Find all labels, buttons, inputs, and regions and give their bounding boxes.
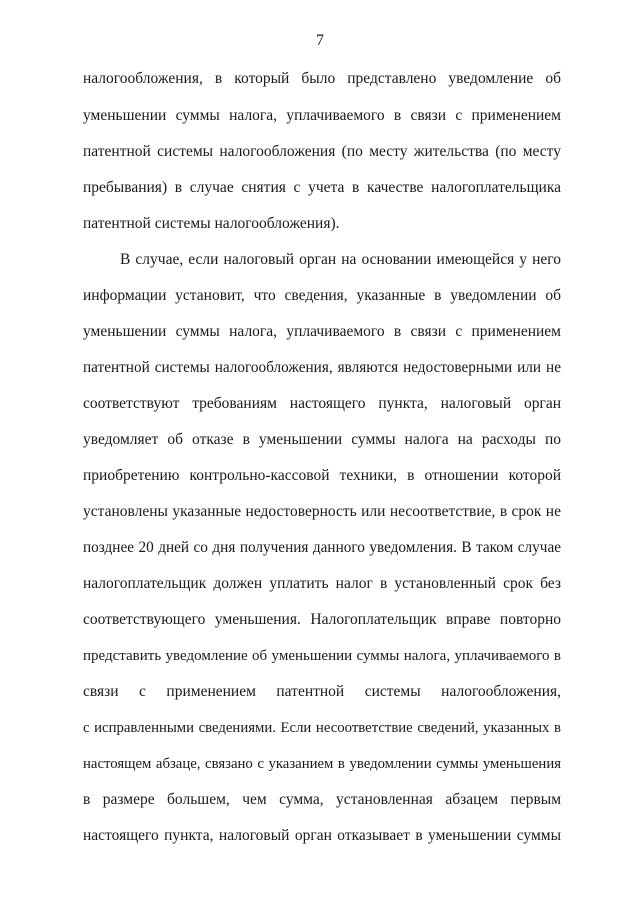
page-number: 7 [316, 32, 324, 49]
text-line: связи с применением патентной системы налогообложения, [83, 683, 561, 700]
text-line: патентной системы налогообложения (по месту жительства (по месту [83, 143, 561, 160]
text-line: уведомляет об отказе в уменьшении суммы налога на расходы по [83, 431, 561, 448]
text-line: приобретению контрольно-кассовой техники, в отношении которой [83, 467, 561, 484]
text-line: налогообложения, в который было представлено уведомление об [83, 70, 561, 87]
text-line: В случае, если налоговый орган на основании имеющейся у него [120, 251, 561, 268]
text-line: налогоплательщик должен уплатить налог в установленный срок без [83, 575, 561, 592]
text-line: соответствующего уменьшения. Налогоплательщик вправе повторно [83, 611, 561, 628]
text-line: информации установит, что сведения, указанные в уведомлении об [83, 287, 561, 304]
text-line: пребывания) в случае снятия с учета в качестве налогоплательщика [83, 179, 561, 196]
text-line: позднее 20 дней со дня получения данного уведомления. В таком случае [83, 539, 561, 556]
text-line: уменьшении суммы налога, уплачиваемого в связи с применением [83, 107, 561, 124]
text-line: представить уведомление об уменьшении суммы налога, уплачиваемого в [83, 648, 561, 664]
text-line: патентной системы налогообложения). [83, 215, 340, 232]
text-line: установлены указанные недостоверность или несоответствие, в срок не [83, 503, 561, 520]
text-line: с исправленными сведениями. Если несоответствие сведений, указанных в [83, 720, 561, 736]
text-line: соответствуют требованиям настоящего пункта, налоговый орган [83, 395, 561, 412]
text-line: настоящего пункта, налоговый орган отказывает в уменьшении суммы [83, 827, 561, 844]
text-line: уменьшении суммы налога, уплачиваемого в связи с применением [83, 323, 561, 340]
text-line: патентной системы налогообложения, являются недостоверными или не [83, 359, 561, 376]
text-line: настоящем абзаце, связано с указанием в уведомлении суммы уменьшения [83, 756, 561, 772]
text-line: в размере большем, чем сумма, установленная абзацем первым [83, 791, 561, 808]
